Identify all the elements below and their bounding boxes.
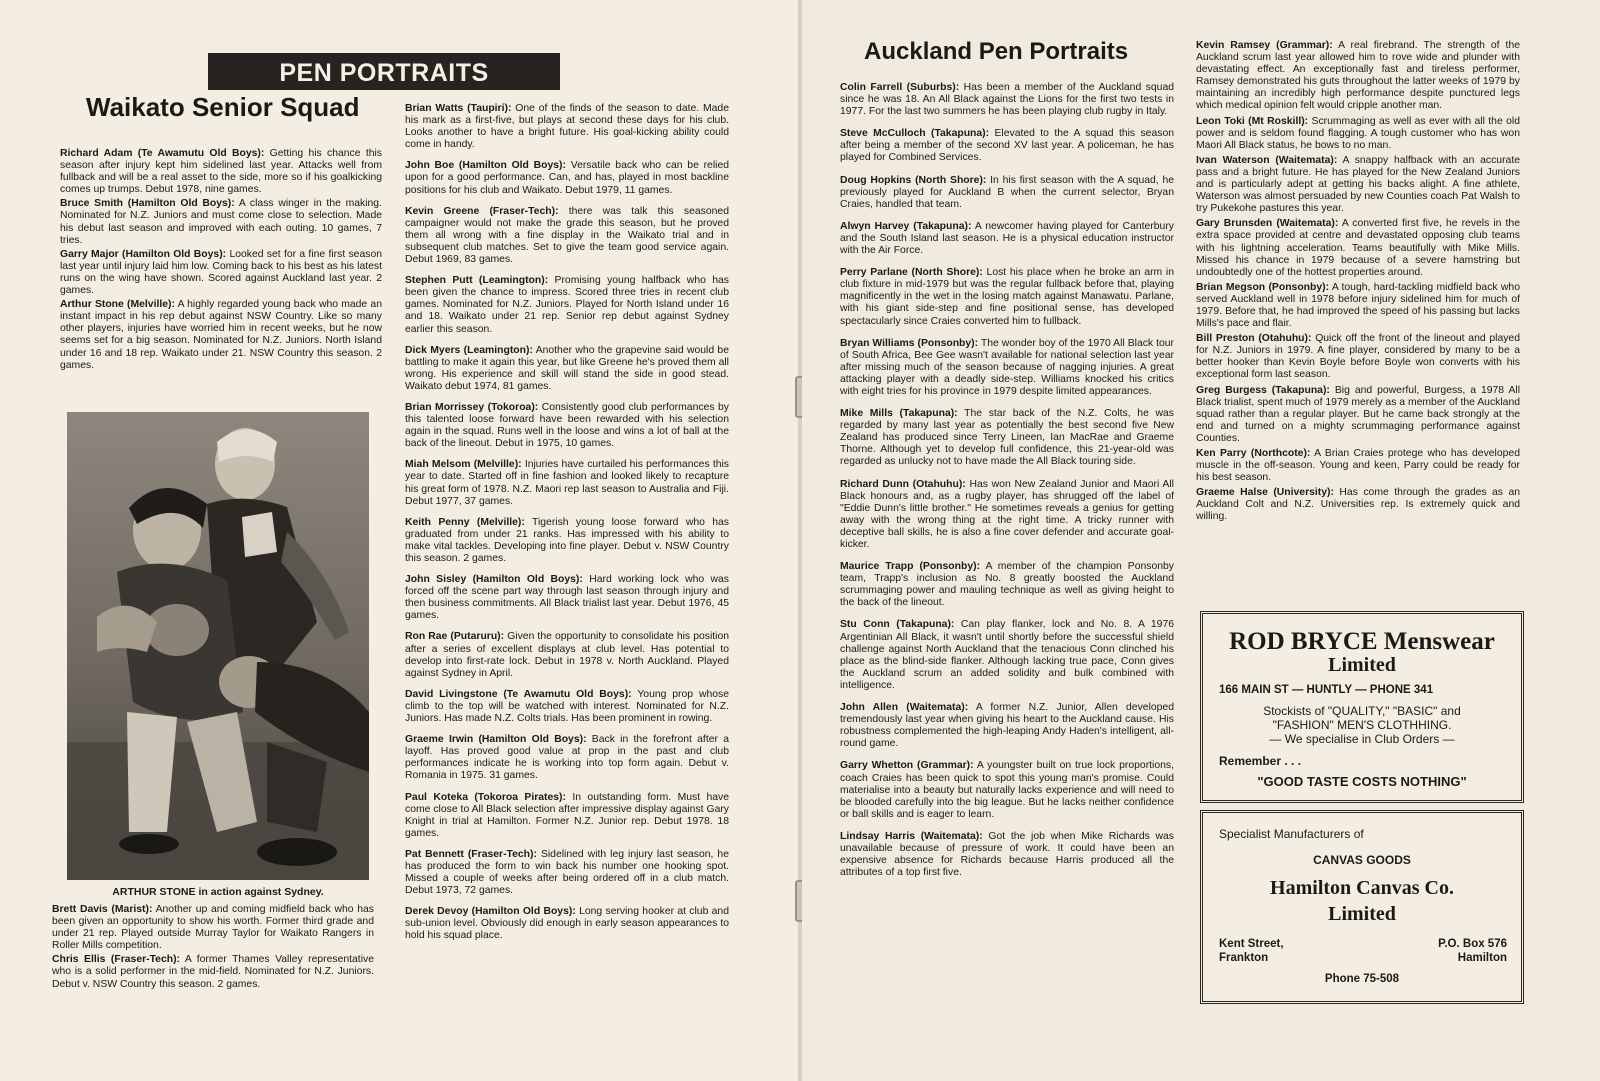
player-name: Perry Parlane (North Shore): <box>840 267 983 279</box>
waikato-column-1-lower <box>52 904 374 993</box>
portrait-entry <box>405 906 729 942</box>
player-description: A former N.Z. Junior, Allen developed tremendously last year when giving his heart to the Auckland cause. His robustness complemented the high-leaping Andy Haden's intelligent, all-round game. <box>840 702 1174 750</box>
player-description: Has come through the grades as an Auckland Colt and N.Z. Universities rep. Is extremely quick and willing. <box>1196 487 1521 523</box>
player-name: Graeme Irwin (Hamilton Old Boys): <box>405 734 587 746</box>
ad-line-3: — We specialise in Club Orders — <box>1269 732 1455 746</box>
auckland-column-1 <box>840 82 1174 889</box>
player-name: Bryan Williams (Ponsonby): <box>840 337 979 349</box>
portrait-entry <box>840 561 1174 609</box>
ad2-street: Kent Street, <box>1219 938 1284 950</box>
player-description: A real firebrand. The strength of the Auckland scrum last year allowed him to rove wide and plunder with devastating effect. An exceptionally fast and tireless performer, Ramsey demonstrated his guts throughout the latter weeks of 1979 by maintaining an incredibly high performance despite punctured legs which medical opinion felt would cripple another man. <box>1196 40 1520 112</box>
player-description: In his first season with the A squad, he previously played for Auckland B when the current selector, Bryan Craies, handled that team. <box>840 174 1175 210</box>
portrait-entry <box>840 760 1174 820</box>
player-description: A Brian Craies protege who has developed muscle in the off-season. Young and keen, Parry could be ready for his best season. <box>1196 448 1520 484</box>
player-description: Back in the forefront after a layoff. Has proved good value at prop in the past and club performances indicate he is working into top form again. Debut v. Romania in 1975. 31 games. <box>405 734 729 782</box>
player-name: Lindsay Harris (Waitemata): <box>840 830 983 842</box>
player-description: A member of the champion Ponsonby team, Trapp's inclusion as No. 8 greatly boosted the Auckland scrummaging power and mauling technique as well as giving height to the back of the lineout. <box>840 561 1174 609</box>
player-name: Gary Brunsden (Waitemata): <box>1196 218 1339 230</box>
player-description: Versatile back who can be relied upon for a good performance. Can, and has, played in most backline positions for his club and Waikato. Debut 1979, 11 games. <box>405 160 729 196</box>
player-name: Chris Ellis (Fraser-Tech): <box>52 954 180 966</box>
portrait-entry <box>405 275 729 335</box>
portrait-entry <box>1196 116 1520 152</box>
waikato-heading: Waikato Senior Squad <box>86 92 360 122</box>
portrait-entry <box>52 954 374 990</box>
player-description: A class winger in the making. Nominated for N.Z. Juniors and must come close to selection. Made his debut last season and improved with each outing. 10 games, 7 tries. <box>60 198 382 246</box>
portrait-entry <box>1196 155 1520 215</box>
player-name: David Livingstone (Te Awamutu Old Boys): <box>405 688 632 700</box>
player-description: The wonder boy of the 1970 All Black tour of South Africa, Bee Gee wasn't available for national selection last year after missing much of the season because of nagging injuries. A great attacking player with a deadly side-step. Williams knocked his critics with eight tries for his province in 1979 despite limited appearances. <box>840 337 1175 397</box>
portrait-entry <box>405 689 729 725</box>
player-description: In outstanding form. Must have come close to All Black selection after impressive display against Gary Knight in trial at Hamilton. Former N.Z. Junior rep. Debut 1978. 18 games. <box>405 791 729 839</box>
player-description: Can play flanker, lock and No. 8. A 1976 Argentinian All Black, it wasn't until shortly before the successful shield challenge against North Auckland that the tenacious Conn clinched his place as the blind-side flanker. Although lacking true pace, Conn gives the Auckland scrum an added solidity and bulk combined with intelligence. <box>840 619 1175 691</box>
portrait-entry <box>1196 282 1520 330</box>
player-description: Long serving hooker at club and sub-union level. Obviously did enough in early season appearances to hold his squad place. <box>405 906 729 942</box>
ad-slogan: "GOOD TASTE COSTS NOTHING" <box>1257 774 1467 789</box>
player-name: Brian Morrissey (Tokoroa): <box>405 401 539 413</box>
player-name: Mike Mills (Takapuna): <box>840 408 958 420</box>
player-description: Quick off the front of the lineout and played for N.Z. Juniors in 1979. A fine player, considered by many to be a better hooker than Kevin Boyle before Boyle won converts with his exceptional form last season. <box>1196 333 1520 381</box>
player-description: Promising young halfback who has been given the chance to impress. Scored three tries in recent club games. Nominated for N.Z. Juniors. Played for North Island under 16 and 18. Waikato under 21 rep. Senior rep debut against Sydney earlier this season. <box>405 275 729 335</box>
player-description: Tigerish young loose forward who has graduated from under 21 ranks. Has impressed with his ability to make vital tackles. Developing into fine player. Debut v. NSW Country this season. 2 games. <box>405 516 729 564</box>
right-page <box>802 0 1600 1081</box>
auckland-heading: Auckland Pen Portraits <box>864 38 1129 65</box>
ad2-pobox: P.O. Box 576 <box>1438 938 1507 950</box>
player-description: Scrummaging as well as ever with all the old power and is seldom found flagging. A tough customer who has won Maori All Black status, he bows to no man. <box>1196 115 1520 151</box>
ad-title: ROD BRYCE Menswear <box>1229 628 1495 655</box>
player-description: Another up and coming midfield back who has been given an opportunity to show his worth. Former third grade and under 21 rep. Played outside Murray Taylor for Waikato Rangers in Roller Mills competition. <box>52 904 374 952</box>
portrait-entry <box>405 574 729 622</box>
player-name: Pat Bennett (Fraser-Tech): <box>405 848 537 860</box>
player-description: Young prop whose climb to the top will be watched with interest. Nominated for N.Z. Juniors. Has made N.Z. Colts trials. Has been prominent in rowing. <box>405 688 729 725</box>
portrait-entry <box>405 517 729 565</box>
portrait-entry <box>1196 385 1520 445</box>
player-name: Stephen Putt (Leamington): <box>405 275 549 287</box>
player-description: Has won New Zealand Junior and Maori All Black honours and, as a rugby player, has shrugged off the label of "Eddie Dunn's little brother." He sometimes reveals a genius for getting away with the wrong thing at the right time. A tricky runner with deceptive ball skills, he is also a fine cover defender and accurate goal-kicker. <box>840 478 1174 550</box>
player-name: Richard Adam (Te Awamutu Old Boys): <box>60 148 265 159</box>
player-description: Hard working lock who was forced off the scene part way through last season through injury and then business commitments. All Black trialist last year. Debut 1976, 45 games. <box>405 574 729 622</box>
portrait-entry <box>405 734 729 782</box>
portrait-entry <box>840 267 1174 327</box>
left-page <box>0 0 798 1081</box>
player-name: Colin Farrell (Suburbs): <box>840 82 960 93</box>
player-name: Bill Preston (Otahuhu): <box>1196 333 1312 345</box>
ad-line-1: Stockists of "QUALITY," "BASIC" and <box>1263 704 1461 718</box>
player-description: A youngster built on true lock proportions, coach Craies has been quick to spot this young man's promise. Could materialise into a beauty but naturally lacks experience and will need to be blooded carefully into the big league. But he lacks neither confidence or ball skills and is eager to learn. <box>840 760 1174 820</box>
player-description: there was talk this seasoned campaigner would not make the grade this season, but he proved them all wrong with a fine display in the Waikato trial and in subsequent club matches. Set to give the team good service again. Debut 1969, 83 games. <box>405 205 729 266</box>
portrait-entry <box>840 619 1174 692</box>
rugby-action-photo <box>67 412 369 880</box>
portrait-entry <box>60 249 382 297</box>
player-name: Greg Burgess (Takapuna): <box>1196 384 1330 396</box>
player-description: Elevated to the A squad this season after being a member of the second XV last year. A policeman, he has played for Combined Services. <box>840 128 1174 164</box>
portrait-entry <box>840 338 1174 398</box>
player-name: Arthur Stone (Melville): <box>60 299 175 311</box>
portrait-entry <box>405 459 729 507</box>
pen-portraits-banner: PEN PORTRAITS <box>208 53 560 90</box>
player-name: Richard Dunn (Otahuhu): <box>840 478 966 490</box>
player-description: Looked set for a fine first season last year until injury laid him low. Coming back to his best as his latest runs on the wing have shown. Scored against Auckland last year. 2 games. <box>60 248 382 297</box>
player-description: A newcomer having played for Canterbury and the South Island last season. He is a physical education instructor with the Air Force. <box>840 220 1174 257</box>
player-description: A converted first five, he revels in the extra space provided at centre and devastated opposing club teams with his lightning acceleration. Teams beautifully with Mike Mills. Missed his chance in 1979 because of a severe hamstring but undoubtedly one of the hottest properties around. <box>1196 218 1520 278</box>
portrait-entry <box>405 792 729 840</box>
ad-subtitle: Limited <box>1328 654 1396 676</box>
ad2-company: Hamilton Canvas Co. <box>1270 877 1454 899</box>
waikato-column-2 <box>405 103 729 952</box>
player-name: John Sisley (Hamilton Old Boys): <box>405 574 583 586</box>
ad2-limited: Limited <box>1328 903 1396 925</box>
player-name: Kevin Greene (Fraser-Tech): <box>405 205 559 217</box>
hamilton-canvas-advert <box>1200 810 1524 1004</box>
portrait-entry <box>405 160 729 196</box>
ad-address: 166 MAIN ST — HUNTLY — PHONE 341 <box>1219 684 1434 696</box>
portrait-entry <box>840 702 1174 750</box>
player-name: Maurice Trapp (Ponsonby): <box>840 561 981 573</box>
portrait-entry <box>840 831 1174 879</box>
ad-line-2: "FASHION" MEN'S CLOTHHING. <box>1272 718 1452 732</box>
portrait-entry <box>1196 448 1520 484</box>
portrait-entry <box>1196 40 1520 113</box>
portrait-entry <box>60 198 382 246</box>
portrait-entry <box>840 82 1174 118</box>
ad2-intro: Specialist Manufacturers of <box>1219 827 1364 841</box>
player-description: A tough, hard-tackling midfield back who served Auckland well in 1978 before injury sidelined him for much of 1979. Before that, he had improved the speed of his passing but lacks Mills's pace and flair. <box>1196 281 1520 330</box>
player-name: Stu Conn (Takapuna): <box>840 619 955 631</box>
player-name: Ivan Waterson (Waitemata): <box>1196 154 1338 166</box>
portrait-entry <box>405 402 729 450</box>
player-description: One of the finds of the season to date. Made his mark as a first-five, but plays at second these days for his club. Looks another to have a bright future. His goal-kicking ability could come in handy. <box>405 103 729 151</box>
portrait-entry <box>840 175 1174 211</box>
portrait-entry <box>405 206 729 266</box>
auckland-column-2 <box>1196 40 1520 527</box>
player-description: Consistently good club performances by this talented loose forward have been rewarded with his selection again in the squad. Runs well in the loose and wins a lot of ball at the back of the lineout. Debut in 1975, 10 games. <box>405 401 729 450</box>
portrait-entry <box>840 408 1174 468</box>
player-description: Has been a member of the Auckland squad since he was 18. An All Black against the Lions for the first two tests in 1977. For the last two summers he has been playing club rugby in Italy. <box>840 82 1174 118</box>
player-name: Ron Rae (Putaruru): <box>405 631 505 643</box>
player-name: Graeme Halse (University): <box>1196 487 1334 499</box>
portrait-entry <box>405 103 729 151</box>
player-name: Dick Myers (Leamington): <box>405 344 533 356</box>
player-description: A snappy halfback with an accurate pass and a bright future. He has played for the New Zealand Juniors and is particularly adept at getting his backs alight. A fine athlete, Waterson was almost persuaded by new Counties coach Pat Walsh to try Pukekohe pastures this year. <box>1196 154 1520 215</box>
player-name: Garry Major (Hamilton Old Boys): <box>60 248 227 260</box>
player-description: A former Thames Valley representative who is a solid performer in the mid-field. Nominated for N.Z. Juniors. Debut v. NSW Country this season. 2 games. <box>52 954 374 990</box>
player-description: Got the job when Mike Richards was unavailable because of pressure of work. It could have been an expensive absence for Richards because Harris produced all the attributes of a top first five. <box>840 830 1174 879</box>
player-description: A highly regarded young back who made an instant impact in his rep debut against NSW Country. Like so many other players, injuries have worried him in recent weeks, but he now seems set for a big season. Nominated for N.Z. Juniors. North Island under 16 and 18 rep. Waikato under 21. NSW Country this season. 2 games. <box>60 299 382 371</box>
portrait-entry <box>405 631 729 679</box>
portrait-entry <box>840 479 1174 552</box>
player-name: Leon Toki (Mt Roskill): <box>1196 115 1309 127</box>
rod-bryce-advert <box>1200 611 1524 803</box>
player-description: Big and powerful, Burgess, a 1978 All Black trialist, spent much of 1979 merely as a member of the Auckland squad rather than a regular player. But he came back strongly at the end and turned on a mighty scrummaging performance against Counties. <box>1196 384 1521 444</box>
ad-remember: Remember . . . <box>1219 754 1302 768</box>
player-description: Injuries have curtailed his performances this year to date. Started off in fine fashion and looked likely to recapture his great form of 1978. N.Z. Maori rep last season to Australia and Fiji. Debut 1977, 37 games. <box>405 459 729 507</box>
player-name: Keith Penny (Melville): <box>405 516 525 528</box>
player-name: John Allen (Waitemata): <box>840 702 969 714</box>
portrait-entry <box>60 148 382 196</box>
player-name: Brian Watts (Taupiri): <box>405 103 512 114</box>
waikato-column-1 <box>60 148 382 374</box>
photo-caption: ARTHUR STONE in action against Sydney. <box>112 886 324 898</box>
player-description: The star back of the N.Z. Colts, he was regarded by many last year as potentially the best second five New Zealand has produced since Terry Lineen, Ian MacRae and Graeme Thorne. Although yet to develop full confidence, this 21-year-old was regarded as unlucky not to have made the All Black touring side. <box>840 408 1174 468</box>
player-name: Ken Parry (Northcote): <box>1196 448 1311 459</box>
portrait-entry <box>405 345 729 393</box>
portrait-entry <box>60 299 382 372</box>
player-name: Steve McCulloch (Takapuna): <box>840 128 990 140</box>
player-description: Lost his place when he broke an arm in club fixture in mid-1979 but was the regular fullback before that, playing magnificently in the wet in the losing match against Manawatu. Parlane, with his giant side-step and fine positional sense, has developed spectacularly since Craies converted him to fullback. <box>840 267 1174 327</box>
player-name: Garry Whetton (Grammar): <box>840 760 974 772</box>
portrait-entry <box>405 849 729 897</box>
player-name: Doug Hopkins (North Shore): <box>840 174 987 186</box>
ad2-phone: Phone 75-508 <box>1324 973 1400 985</box>
player-name: Paul Koteka (Tokoroa Pirates): <box>405 791 566 803</box>
player-name: John Boe (Hamilton Old Boys): <box>405 160 566 172</box>
player-name: Kevin Ramsey (Grammar): <box>1196 40 1333 51</box>
portrait-entry <box>840 128 1174 164</box>
player-name: Bruce Smith (Hamilton Old Boys): <box>60 198 235 210</box>
portrait-entry <box>840 221 1174 257</box>
portrait-entry <box>1196 218 1520 278</box>
portrait-entry <box>52 904 374 952</box>
player-description: Sidelined with leg injury last season, he has produced the form to win back his number one hooking spot. Missed a couple of weeks after being ordered off in a club match. Debut 1973, 72 games. <box>405 848 729 897</box>
player-description: Another who the grapevine said would be battling to make it again this year, but like Greene he's proved them all wrong. His experience and skill will stand the side in good stead. Waikato debut 1974, 81 games. <box>405 344 729 392</box>
player-name: Brett Davis (Marist): <box>52 904 153 915</box>
player-name: Miah Melsom (Melville): <box>405 459 522 471</box>
player-description: Given the opportunity to consolidate his position after a series of excellent displays at club level. Has potential to develop into first-rate lock. Debut in 1978 v. North Auckland. Played against Sydney in April. <box>405 631 730 679</box>
player-name: Derek Devoy (Hamilton Old Boys): <box>405 906 576 918</box>
player-description: Getting his chance this season after injury kept him sidelined last year. Attacks well from fullback and will be a real asset to the side, more so if his goalkicking comes up trumps. Debut 1978, nine games. <box>60 148 383 196</box>
player-name: Alwyn Harvey (Takapuna): <box>840 220 972 232</box>
ad2-city: Hamilton <box>1457 952 1507 964</box>
ad2-suburb: Frankton <box>1219 952 1269 964</box>
player-name: Brian Megson (Ponsonby): <box>1196 281 1330 293</box>
portrait-entry <box>1196 333 1520 381</box>
ad2-product: CANVAS GOODS <box>1313 853 1411 867</box>
portrait-entry <box>1196 487 1520 523</box>
